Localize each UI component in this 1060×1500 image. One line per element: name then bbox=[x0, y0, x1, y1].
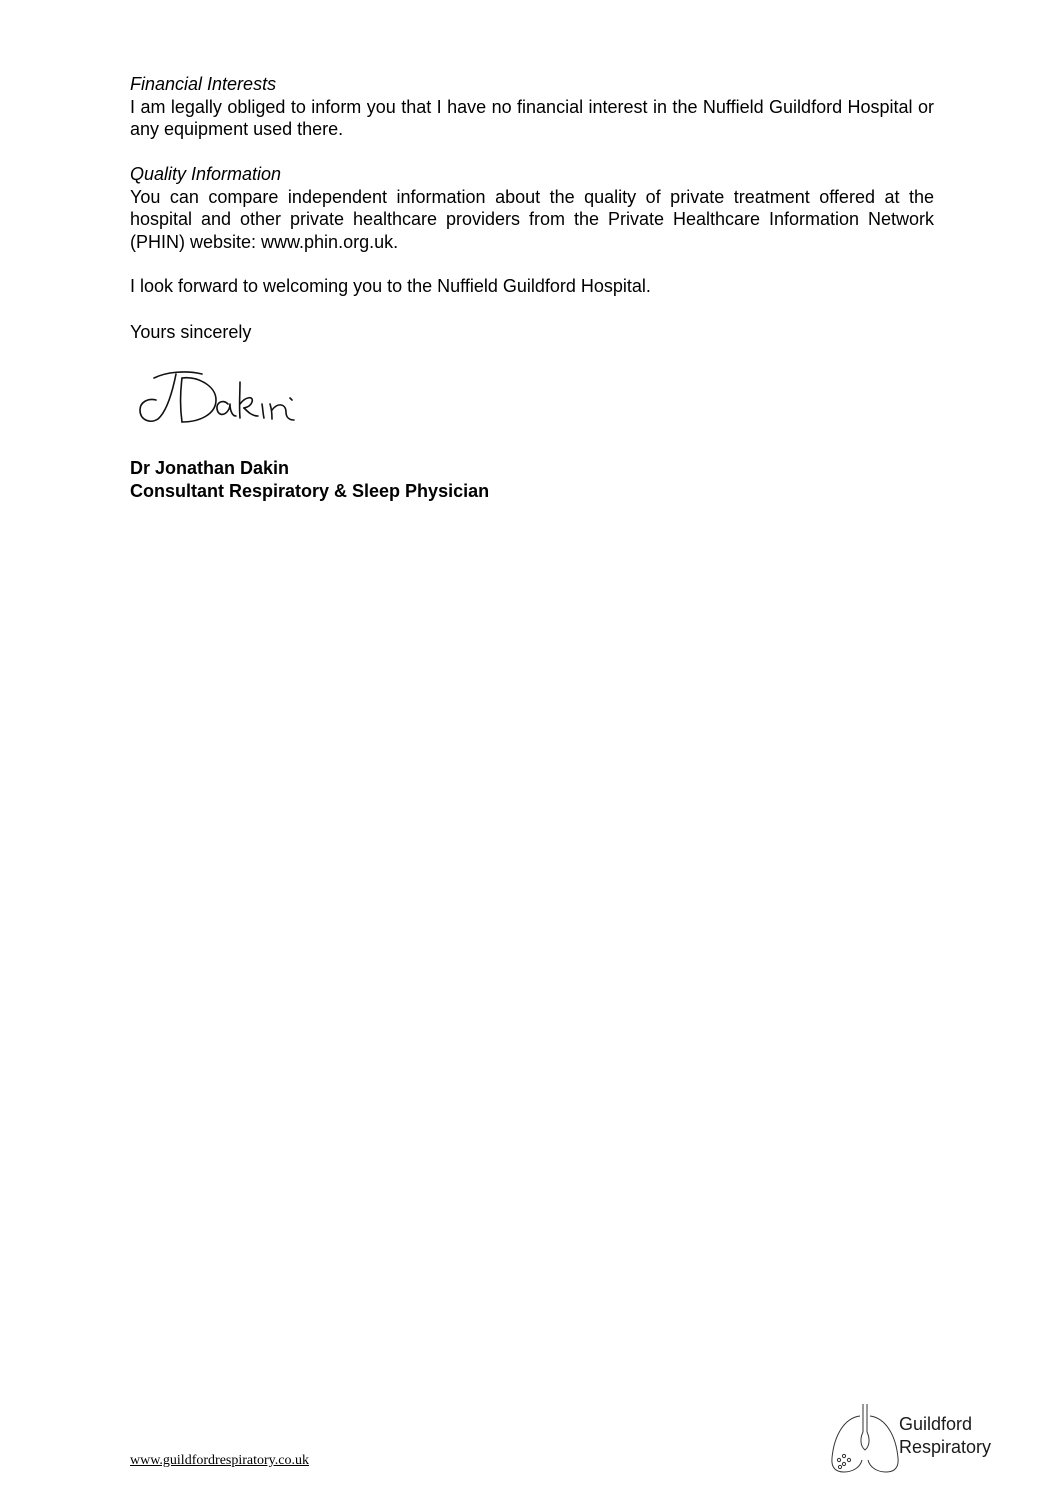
handwritten-signature bbox=[136, 364, 321, 434]
financial-interests-heading: Financial Interests bbox=[130, 74, 277, 94]
quality-information-section bbox=[130, 163, 934, 253]
sign-off: Yours sincerely bbox=[130, 322, 252, 342]
closing-paragraph: I look forward to welcoming you to the Nuffield Guildford Hospital. bbox=[130, 276, 651, 296]
financial-interests-body: I am legally obliged to inform you that I have no financial interest in the Nuffield Guildford Hospital or any equipment used there. bbox=[130, 96, 934, 139]
signatory-name: Dr Jonathan Dakin bbox=[130, 458, 290, 478]
signatory-title: Consultant Respiratory & Sleep Physician bbox=[130, 480, 490, 501]
quality-information-body: You can compare independent information about the quality of private treatment offered at the hospital and other private healthcare providers from the Private Healthcare Information Network (PHIN) website: www.phin.org.uk. bbox=[130, 186, 934, 252]
quality-information-heading: Quality Information bbox=[130, 164, 282, 184]
logo-line-respiratory: Respiratory bbox=[899, 1437, 992, 1457]
logo-line-guildford: Guildford bbox=[899, 1414, 973, 1434]
financial-interests-section bbox=[130, 73, 934, 141]
lungs-logo-icon bbox=[830, 1402, 900, 1474]
signatory-block bbox=[130, 457, 934, 502]
logo-wordmark bbox=[899, 1413, 991, 1459]
website-link[interactable]: www.guildfordrespiratory.co.uk bbox=[130, 1453, 309, 1468]
